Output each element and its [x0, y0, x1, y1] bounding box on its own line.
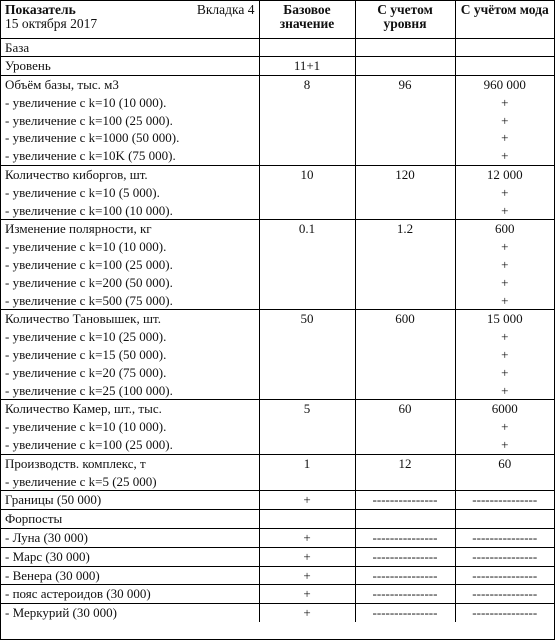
row-level-value — [355, 184, 455, 202]
row-mod-value: --------------- — [455, 529, 554, 548]
header-indicator-cell — [1, 1, 259, 38]
row-label: - Меркурий (30 000) — [1, 604, 259, 622]
header-with-level: С учетом уровня — [355, 1, 455, 38]
row-base-value: 10 — [259, 166, 355, 184]
row-label: Уровень — [1, 57, 259, 76]
row-base-value — [259, 436, 355, 454]
row-label: Изменение полярности, кг — [1, 220, 259, 238]
row-level-value: 120 — [355, 166, 455, 184]
row-base-value — [259, 473, 355, 491]
table-row — [1, 166, 554, 184]
row-mod-value: --------------- — [455, 547, 554, 566]
row-mod-value: 6000 — [491, 401, 518, 417]
table-row — [1, 57, 554, 76]
row-label: - Луна (30 000) — [1, 529, 259, 548]
table-row — [1, 436, 554, 454]
row-mod-value: 15 000 — [486, 311, 523, 327]
row-base-value: + — [259, 566, 355, 585]
table-row — [1, 585, 554, 604]
row-mod-value: 600 — [495, 221, 515, 237]
row-label: - увеличение с k=10 (5 000). — [1, 184, 259, 202]
header-date: 15 октября 2017 — [5, 16, 98, 31]
row-mod-value: + — [501, 364, 509, 380]
row-base-value — [259, 129, 355, 147]
row-level-value — [355, 57, 455, 76]
row-base-value — [259, 94, 355, 112]
row-label: Форпосты — [1, 510, 259, 529]
row-base-value: 11+1 — [259, 57, 355, 76]
row-level-value — [355, 129, 455, 147]
row-base-value: 0.1 — [259, 220, 355, 238]
row-label: - Марс (30 000) — [1, 547, 259, 566]
row-mod-value: + — [501, 329, 509, 345]
row-label: - увеличение с k=25 (100 000). — [1, 382, 259, 400]
row-level-value: 1.2 — [355, 220, 455, 238]
row-base-value — [259, 364, 355, 382]
table-row — [1, 310, 554, 328]
row-mod-value: --------------- — [472, 605, 538, 621]
row-level-value — [355, 112, 455, 130]
row-level-value: --------------- — [355, 547, 455, 566]
header-tab-label: Вкладка 4 — [196, 2, 255, 17]
row-mod-value: + — [501, 94, 509, 110]
table-row — [1, 547, 554, 566]
row-base-value — [259, 202, 355, 220]
row-level-value — [355, 328, 455, 346]
table-row — [1, 400, 554, 418]
table-row — [1, 604, 554, 622]
row-level-value — [355, 510, 455, 529]
row-level-value — [355, 202, 455, 220]
row-base-value: 8 — [259, 76, 355, 94]
row-level-value — [355, 436, 455, 454]
row-mod-value: + — [455, 292, 554, 310]
row-label: - увеличение с k=15 (50 000). — [1, 346, 259, 364]
table-row — [1, 491, 554, 510]
row-mod-value — [455, 38, 554, 57]
row-mod-value: 960 000 — [483, 77, 526, 93]
row-level-value — [355, 382, 455, 400]
row-mod-value: 60 — [498, 455, 512, 471]
row-label: - увеличение с k=100 (25 000). — [1, 256, 259, 274]
row-base-value — [259, 292, 355, 310]
header-with-mod: С учётом мода — [455, 1, 554, 38]
row-base-value: 1 — [259, 454, 355, 472]
row-mod-value: + — [501, 419, 509, 435]
row-label: Объём базы, тыс. м3 — [1, 76, 259, 94]
table-row — [1, 529, 554, 548]
table-row — [1, 112, 554, 130]
table-row — [1, 473, 554, 491]
row-label: Количество Тановышек, шт. — [1, 310, 259, 328]
row-level-value: --------------- — [355, 491, 455, 510]
row-base-value — [259, 346, 355, 364]
row-level-value — [355, 292, 455, 310]
row-mod-value: + — [501, 274, 509, 290]
row-level-value: --------------- — [355, 566, 455, 585]
row-label: - увеличение с k=200 (50 000). — [1, 274, 259, 292]
table-row — [1, 510, 554, 529]
row-level-value — [355, 473, 455, 491]
row-mod-value: + — [455, 436, 554, 454]
row-label: База — [1, 38, 259, 57]
row-base-value: + — [259, 604, 355, 622]
row-label: - пояс астероидов (30 000) — [1, 585, 259, 604]
row-label: - увеличение с k=10 (10 000). — [1, 238, 259, 256]
row-base-value — [259, 238, 355, 256]
row-level-value — [355, 94, 455, 112]
row-level-value: 96 — [355, 76, 455, 94]
row-base-value: + — [259, 491, 355, 510]
row-level-value: 12 — [355, 454, 455, 472]
indicator-table — [1, 1, 554, 622]
row-label: Количество Камер, шт., тыс. — [1, 400, 259, 418]
row-label: - увеличение с k=1000 (50 000). — [1, 129, 259, 147]
row-label: - увеличение с k=500 (75 000). — [1, 292, 259, 310]
table-row — [1, 202, 554, 220]
row-level-value — [355, 38, 455, 57]
row-level-value: --------------- — [355, 585, 455, 604]
row-level-value — [355, 364, 455, 382]
row-label: - увеличение с k=100 (10 000). — [1, 202, 259, 220]
table-row — [1, 418, 554, 436]
table-row — [1, 292, 554, 310]
row-label: - увеличение с k=10 (10 000). — [1, 418, 259, 436]
row-base-value — [259, 38, 355, 57]
table-row — [1, 129, 554, 147]
table-row — [1, 274, 554, 292]
header-row — [1, 1, 554, 38]
row-mod-value: + — [501, 184, 509, 200]
row-level-value — [355, 346, 455, 364]
table-body — [1, 38, 554, 622]
row-base-value — [259, 418, 355, 436]
row-mod-value: + — [501, 347, 509, 363]
table-row — [1, 256, 554, 274]
row-mod-value: --------------- — [455, 585, 554, 604]
row-base-value — [259, 328, 355, 346]
row-level-value: 600 — [355, 310, 455, 328]
table-row — [1, 147, 554, 165]
row-mod-value: + — [455, 202, 554, 220]
row-mod-value: + — [455, 147, 554, 165]
row-base-value — [259, 274, 355, 292]
row-mod-value: --------------- — [455, 491, 554, 510]
header-title: Показатель — [5, 2, 76, 17]
table-row — [1, 220, 554, 238]
row-level-value — [355, 418, 455, 436]
table-row — [1, 94, 554, 112]
row-mod-value: 12 000 — [486, 167, 523, 183]
row-label: Производств. комплекс, т — [1, 454, 259, 472]
row-mod-value: + — [501, 257, 509, 273]
row-base-value — [259, 147, 355, 165]
row-label: - увеличение с k=20 (75 000). — [1, 364, 259, 382]
row-level-value — [355, 274, 455, 292]
row-base-value: + — [259, 547, 355, 566]
row-base-value — [259, 112, 355, 130]
row-mod-value — [455, 510, 554, 529]
table-row — [1, 238, 554, 256]
row-base-value: + — [259, 585, 355, 604]
row-level-value — [355, 147, 455, 165]
row-label: - увеличение с k=10K (75 000). — [1, 147, 259, 165]
row-label: - увеличение с k=10 (25 000). — [1, 328, 259, 346]
row-label: - Венера (30 000) — [1, 566, 259, 585]
row-label: - увеличение с k=5 (25 000) — [1, 473, 259, 491]
row-level-value — [355, 256, 455, 274]
row-label: - увеличение с k=100 (25 000). — [1, 436, 259, 454]
row-mod-value — [455, 473, 554, 491]
table-row — [1, 76, 554, 94]
row-mod-value: + — [501, 239, 509, 255]
row-base-value — [259, 510, 355, 529]
row-mod-value: + — [501, 130, 509, 146]
row-base-value — [259, 256, 355, 274]
row-base-value — [259, 382, 355, 400]
table-row — [1, 328, 554, 346]
row-base-value: 5 — [259, 400, 355, 418]
row-label: - увеличение с k=10 (10 000). — [1, 94, 259, 112]
row-level-value: 60 — [355, 400, 455, 418]
row-base-value: + — [259, 529, 355, 548]
table-row — [1, 566, 554, 585]
row-mod-value: --------------- — [455, 566, 554, 585]
table-row — [1, 382, 554, 400]
row-mod-value: + — [455, 382, 554, 400]
row-level-value — [355, 238, 455, 256]
header-base-value: Базовое значение — [259, 1, 355, 38]
table-row — [1, 346, 554, 364]
table-row — [1, 38, 554, 57]
row-mod-value: + — [501, 112, 509, 128]
row-level-value: --------------- — [355, 529, 455, 548]
table-row — [1, 454, 554, 472]
row-level-value: --------------- — [355, 604, 455, 622]
table-row — [1, 184, 554, 202]
row-mod-value — [455, 57, 554, 76]
row-label: - увеличение с k=100 (25 000). — [1, 112, 259, 130]
row-base-value — [259, 184, 355, 202]
row-label: Границы (50 000) — [1, 491, 259, 510]
row-base-value: 50 — [259, 310, 355, 328]
table-row — [1, 364, 554, 382]
row-label: Количество киборгов, шт. — [1, 166, 259, 184]
